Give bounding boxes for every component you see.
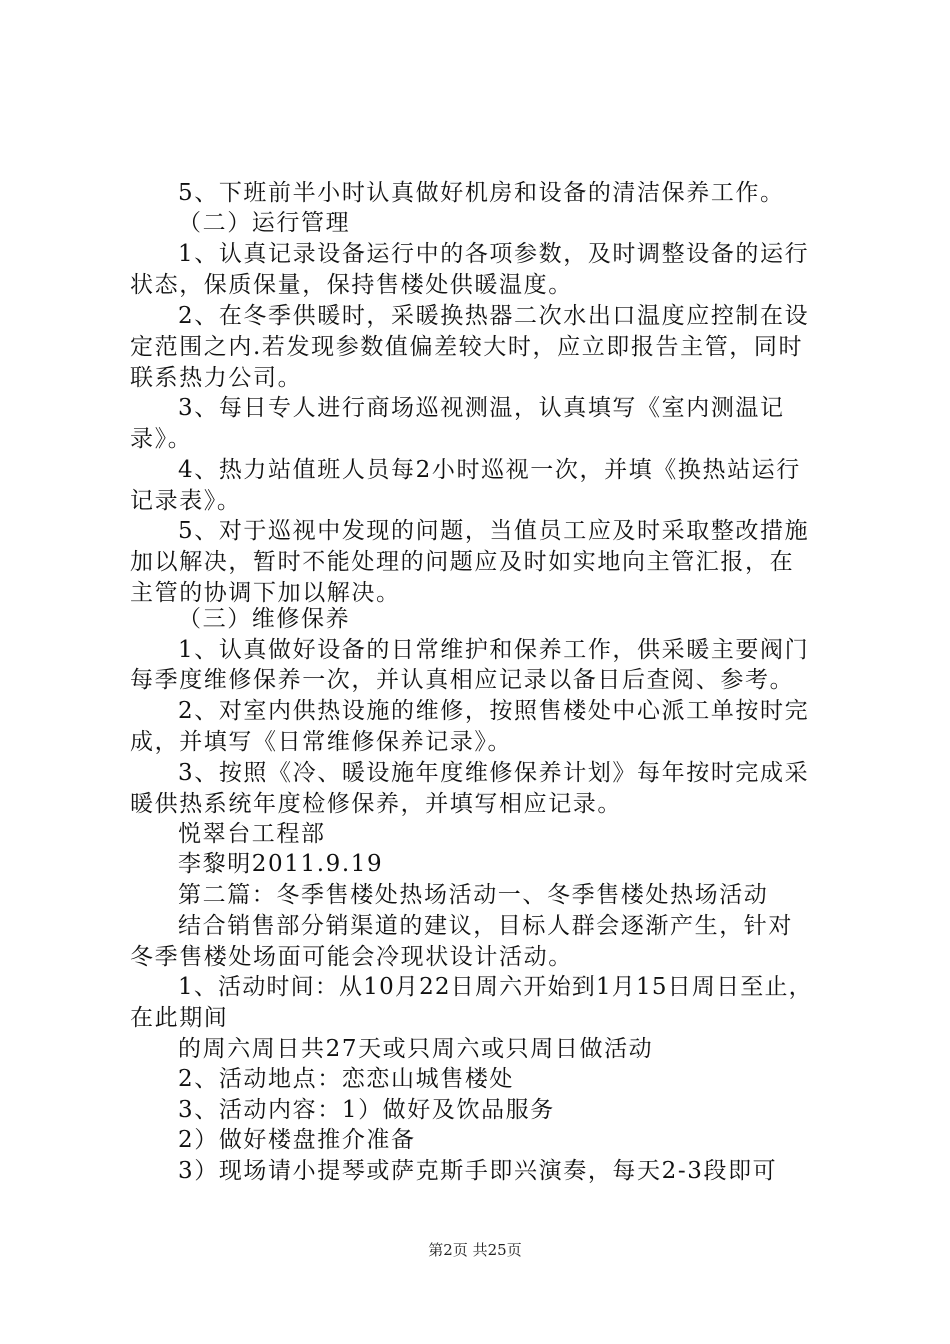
page-footer: 第2页 共25页 [428, 1241, 522, 1259]
text-line-31: 3、活动内容：1）做好及饮品服务 [178, 1097, 555, 1123]
text-line-14: 主管的协调下加以解决。 [130, 580, 401, 606]
section-heading-maintenance: （三）维修保养 [178, 606, 351, 632]
text-line-7: 联系热力公司。 [130, 365, 303, 391]
text-line-18: 2、对室内供热设施的维修，按照售楼处中心派工单按时完 [178, 698, 810, 724]
text-line-26: 冬季售楼处场面可能会冷现状设计活动。 [130, 944, 573, 970]
text-line-17: 每季度维修保养一次，并认真相应记录以备日后查阅、参考。 [130, 667, 795, 693]
department-signature: 悦翠台工程部 [178, 821, 326, 847]
text-line-21: 暖供热系统年度检修保养，并填写相应记录。 [130, 791, 622, 817]
text-line-19: 成，并填写《日常维修保养记录》。 [130, 729, 513, 755]
text-line-13: 加以解决，暂时不能处理的问题应及时如实地向主管汇报，在 [130, 549, 795, 575]
text-line-32: 2）做好楼盘推介准备 [178, 1127, 416, 1153]
text-line-29: 的周六周日共27天或只周六或只周日做活动 [178, 1036, 654, 1062]
section-heading-operation: （二）运行管理 [178, 210, 351, 236]
text-line-33: 3）现场请小提琴或萨克斯手即兴演奏，每天2-3段即可 [178, 1158, 778, 1184]
text-line-4: 状态，保质保量，保持售楼处供暖温度。 [130, 272, 573, 298]
text-line-8: 3、每日专人进行商场巡视测温，认真填写《室内测温记 [178, 395, 785, 421]
text-line-10: 4、热力站值班人员每2小时巡视一次，并填《换热站运行 [178, 457, 801, 483]
author-date: 李黎明2011.9.19 [178, 851, 384, 877]
text-line-20: 3、按照《冷、暖设施年度维修保养计划》每年按时完成采 [178, 760, 810, 786]
text-line-16: 1、认真做好设备的日常维护和保养工作，供采暖主要阀门 [178, 637, 810, 663]
text-line-9: 录》。 [130, 426, 193, 452]
text-line-25: 结合销售部分销渠道的建议，目标人群会逐渐产生，针对 [178, 913, 793, 939]
chapter-title: 第二篇：冬季售楼处热场活动一、冬季售楼处热场活动 [178, 882, 769, 908]
text-line-5: 2、在冬季供暖时，采暖换热器二次水出口温度应控制在设 [178, 303, 810, 329]
text-line-1: 5、下班前半小时认真做好机房和设备的清洁保养工作。 [178, 180, 785, 206]
text-line-3: 1、认真记录设备运行中的各项参数，及时调整设备的运行 [178, 241, 810, 267]
text-line-28: 在此期间 [130, 1005, 229, 1031]
text-line-12: 5、对于巡视中发现的问题，当值员工应及时采取整改措施 [178, 518, 810, 544]
text-line-30: 2、活动地点：恋恋山城售楼处 [178, 1066, 515, 1092]
text-line-11: 记录表》。 [130, 488, 242, 514]
text-line-6: 定范围之内.若发现参数值偏差较大时，应立即报告主管，同时 [130, 334, 804, 360]
text-line-27: 1、活动时间：从10月22日周六开始到1月15日周日至止， [178, 974, 813, 1000]
